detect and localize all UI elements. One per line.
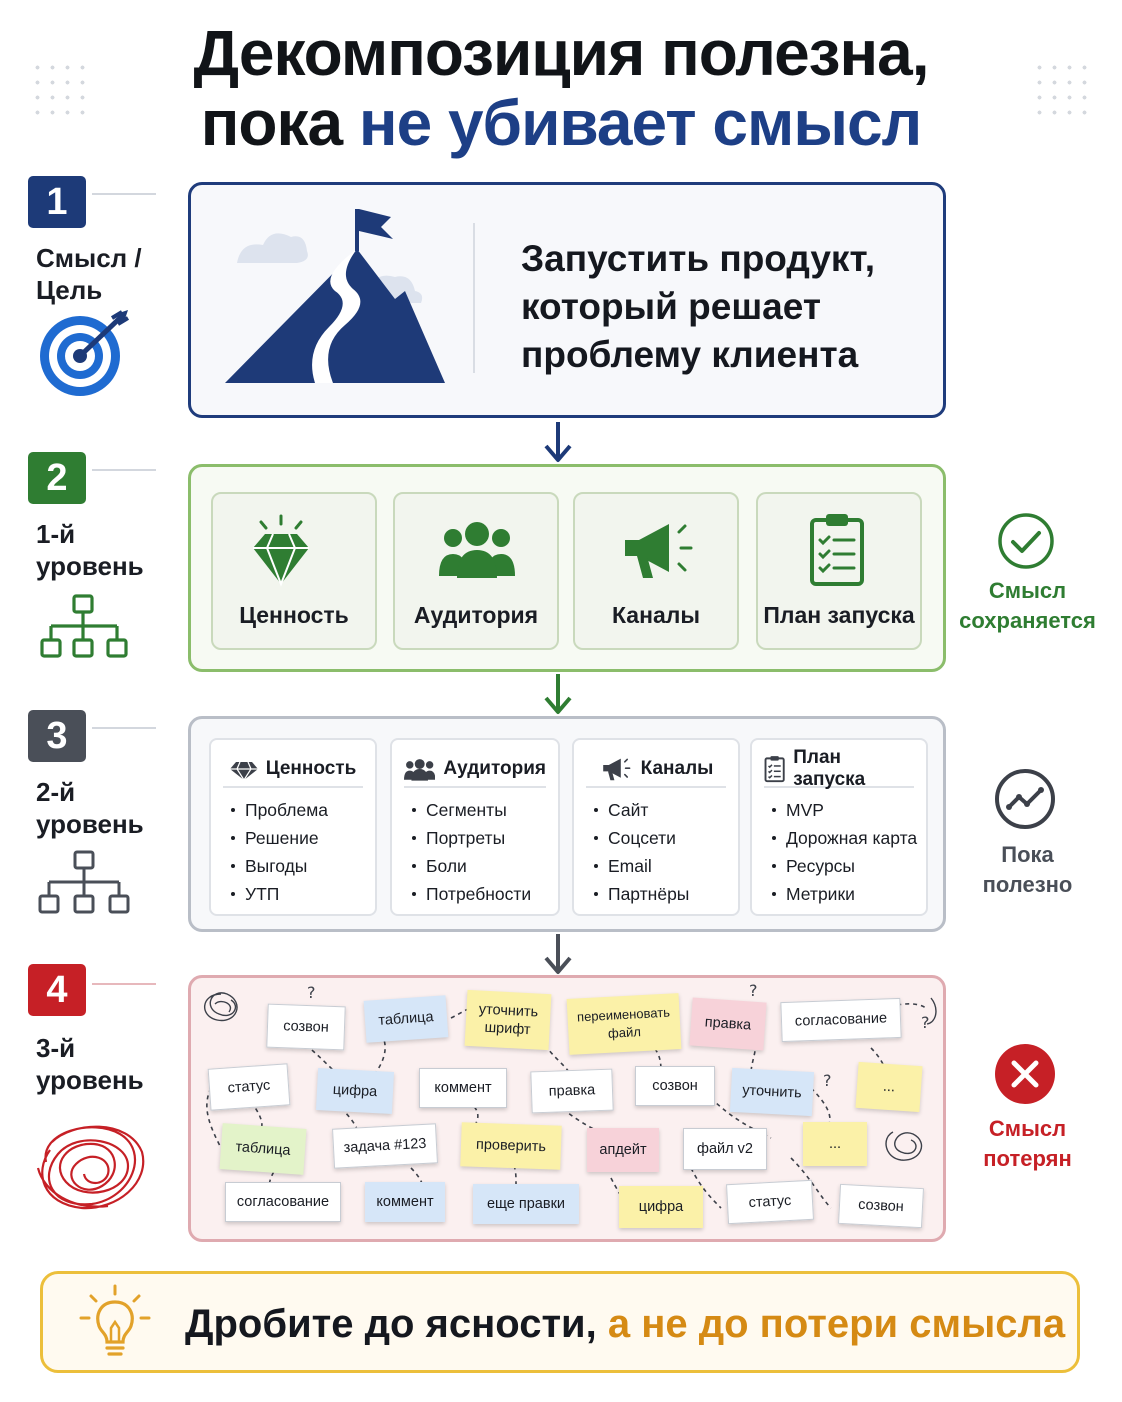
footer-text-accent: а не до потери смысла	[607, 1302, 1066, 1346]
status-line-1: Пока	[1001, 842, 1054, 867]
status-meaning-lost	[955, 1114, 1100, 1174]
note: цифра	[316, 1068, 394, 1114]
level-4-label	[36, 1032, 144, 1096]
note: файл v2	[683, 1128, 767, 1170]
title-line-2-plain: пока	[200, 87, 359, 159]
level-3-label-line-1: 2-й	[36, 777, 76, 807]
footer-banner	[40, 1271, 1080, 1373]
level2-card-label: Каналы	[611, 602, 701, 628]
note: переименовать файл	[567, 993, 682, 1055]
note: созвон	[635, 1066, 715, 1106]
level-3-label	[36, 776, 144, 840]
svg-text:?: ?	[921, 1013, 930, 1032]
level3-card-title: Каналы	[640, 758, 714, 779]
note: еще правки	[473, 1184, 579, 1224]
note: апдейт	[587, 1128, 659, 1172]
note: таблица	[219, 1123, 306, 1175]
level-3-label-line-2: уровень	[36, 809, 144, 839]
level2-card-launch-plan	[756, 492, 922, 650]
note: согласование	[780, 998, 901, 1042]
footer-text-plain: Дробите до ясности,	[185, 1302, 608, 1346]
page-title	[0, 18, 1122, 158]
level-3-connector	[92, 727, 156, 729]
people-icon	[404, 757, 435, 781]
status-line-2: полезно	[982, 872, 1073, 897]
level-1-connector	[92, 193, 156, 195]
footer-text	[185, 1302, 1065, 1347]
level3-card-audience	[390, 738, 560, 916]
level3-card-list	[786, 796, 917, 908]
scribble-icon	[32, 1112, 150, 1212]
status-line-1: Смысл	[988, 578, 1067, 603]
level2-card-label: Аудитория	[413, 602, 539, 628]
level3-card-header	[223, 752, 363, 788]
note: правка	[530, 1069, 613, 1114]
note: коммент	[365, 1182, 445, 1222]
level-2-number: 2	[28, 452, 86, 504]
mountain-flag-icon	[219, 201, 449, 391]
goal-line-1: Запустить продукт,	[521, 238, 876, 279]
note: уточнить	[730, 1068, 814, 1116]
goal-divider	[473, 223, 475, 373]
level-2-label-line-1: 1-й	[36, 519, 76, 549]
level-2-label	[36, 518, 144, 582]
level-2-connector	[92, 469, 156, 471]
level3-card-title: План запуска	[793, 747, 866, 790]
level3-card-launch-plan	[750, 738, 928, 916]
arrow-down-icon	[540, 420, 576, 464]
level3-card-list	[608, 796, 689, 908]
note: уточнить шрифт	[465, 990, 552, 1050]
note: задача #123	[332, 1123, 438, 1168]
list-item: Соцсети	[608, 824, 689, 852]
level2-card-label: План запуска	[763, 602, 915, 628]
list-item: Проблема	[245, 796, 328, 824]
arrow-down-icon	[540, 932, 576, 976]
svg-text:?: ?	[823, 1071, 832, 1090]
megaphone-icon	[599, 757, 633, 781]
level-1-label	[36, 242, 142, 306]
level-2-panel	[188, 464, 946, 672]
note: правка	[689, 997, 766, 1050]
level-4-label-line-2: уровень	[36, 1065, 144, 1095]
x-circle-icon	[994, 1043, 1056, 1105]
list-item: Выгоды	[245, 852, 328, 880]
lightbulb-icon	[79, 1284, 151, 1364]
goal-panel	[188, 182, 946, 418]
level3-card-header	[586, 752, 726, 788]
status-line-1: Смысл	[988, 1116, 1067, 1141]
clipboard-icon	[764, 755, 785, 783]
diamond-icon	[213, 512, 349, 588]
level3-card-header	[764, 747, 914, 790]
level-4-panel	[188, 975, 946, 1242]
status-line-2: потерян	[983, 1146, 1072, 1171]
svg-text:?: ?	[307, 983, 316, 1002]
level3-card-list	[426, 796, 531, 908]
title-line-2	[0, 88, 1122, 158]
check-circle-icon	[997, 512, 1055, 570]
title-line-2-accent: не убивает смысл	[358, 87, 922, 159]
level-1-label-line-2: Цель	[36, 275, 103, 305]
list-item: Дорожная карта	[786, 824, 917, 852]
level-1-number: 1	[28, 176, 86, 228]
note: цифра	[619, 1186, 703, 1228]
status-line-2: сохраняется	[959, 608, 1096, 633]
note: статус	[726, 1180, 814, 1224]
trend-chart-icon	[993, 767, 1057, 831]
hierarchy-icon	[36, 850, 132, 916]
status-meaning-kept	[955, 576, 1100, 636]
diamond-icon	[230, 757, 258, 781]
clipboard-icon	[758, 512, 922, 588]
status-still-useful	[955, 840, 1100, 900]
target-icon	[36, 310, 132, 400]
level-4-label-line-1: 3-й	[36, 1033, 76, 1063]
goal-text	[521, 235, 875, 379]
list-item: УТП	[245, 880, 328, 908]
level-4-number: 4	[28, 964, 86, 1016]
note: созвон	[838, 1184, 924, 1228]
level-1-label-line-1: Смысл /	[36, 243, 142, 273]
list-item: Сегменты	[426, 796, 531, 824]
level3-card-list	[245, 796, 328, 908]
level-3-number: 3	[28, 710, 86, 762]
note: ...	[803, 1122, 867, 1166]
note: статус	[208, 1063, 291, 1110]
people-icon	[395, 512, 559, 588]
list-item: Потребности	[426, 880, 531, 908]
level2-card-audience	[393, 492, 559, 650]
level3-card-header	[404, 752, 546, 788]
list-item: Боли	[426, 852, 531, 880]
level3-card-title: Аудитория	[443, 758, 546, 779]
svg-text:?: ?	[749, 981, 758, 1000]
note: созвон	[266, 1004, 345, 1051]
level2-card-label: Ценность	[239, 602, 349, 628]
level-3-panel	[188, 716, 946, 932]
level2-card-value	[211, 492, 377, 650]
goal-line-2: который решает	[521, 286, 821, 327]
level3-card-title: Ценность	[265, 758, 357, 779]
level3-card-channels	[572, 738, 740, 916]
level-2-label-line-2: уровень	[36, 551, 144, 581]
note: коммент	[419, 1068, 507, 1108]
hierarchy-icon	[38, 594, 130, 660]
arrow-down-icon	[540, 672, 576, 716]
list-item: Email	[608, 852, 689, 880]
goal-line-3: проблему клиента	[521, 334, 859, 375]
list-item: Метрики	[786, 880, 917, 908]
list-item: Партнёры	[608, 880, 689, 908]
level-4-connector	[92, 983, 156, 985]
level2-card-channels	[573, 492, 739, 650]
list-item: Ресурсы	[786, 852, 917, 880]
note: ...	[855, 1062, 922, 1112]
megaphone-icon	[575, 512, 739, 588]
list-item: Решение	[245, 824, 328, 852]
title-line-1: Декомпозиция полезна,	[193, 17, 929, 89]
note: проверить	[460, 1122, 561, 1169]
note: согласование	[225, 1182, 341, 1222]
note: таблица	[364, 995, 449, 1043]
level3-card-value	[209, 738, 377, 916]
list-item: Сайт	[608, 796, 689, 824]
list-item: MVP	[786, 796, 917, 824]
list-item: Портреты	[426, 824, 531, 852]
